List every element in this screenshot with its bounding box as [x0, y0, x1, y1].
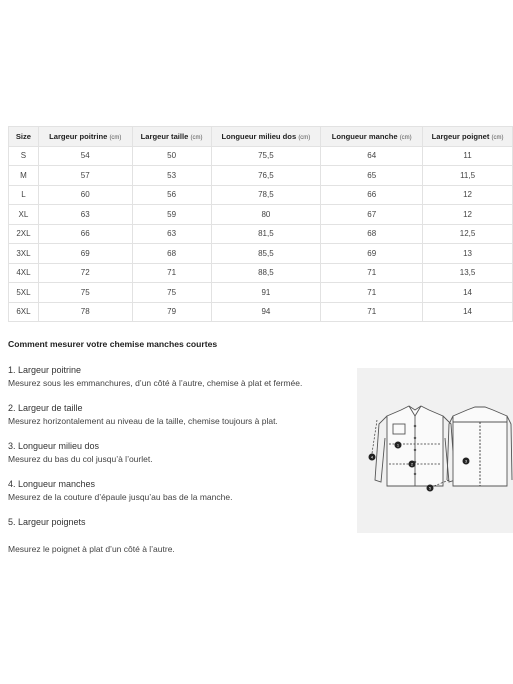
cell-size: 4XL: [9, 263, 39, 283]
guide-item-desc: Mesurez de la couture d’épaule jusqu’au bas de la manche.: [8, 491, 233, 502]
table-row: [9, 146, 513, 166]
cell-chest: 78: [38, 302, 132, 322]
guide-item-title: 3. Longueur milieu dos: [8, 441, 100, 451]
cell-sleeve: 71: [321, 302, 423, 322]
cell-cuff: 13,5: [423, 263, 513, 283]
cell-sleeve: 64: [321, 146, 423, 166]
guide-item-back-length: [8, 440, 368, 465]
cell-back: 75,5: [211, 146, 321, 166]
cell-sleeve: 68: [321, 224, 423, 244]
cell-sleeve: 71: [321, 283, 423, 303]
guide-item-waist: [8, 402, 368, 427]
marker-2-label: 2: [410, 461, 414, 467]
cell-cuff: 12: [423, 185, 513, 205]
cell-waist: 68: [132, 244, 211, 264]
marker-3-label: 3: [464, 458, 468, 464]
cell-size: 2XL: [9, 224, 39, 244]
cell-waist: 63: [132, 224, 211, 244]
guide-item-desc: Mesurez sous les emmanchures, d’un côté à l’autre, chemise à plat et fermée.: [8, 377, 303, 388]
cell-size: M: [9, 166, 39, 186]
header-size: Size: [9, 127, 39, 147]
cell-waist: 53: [132, 166, 211, 186]
cell-cuff: 11: [423, 146, 513, 166]
cell-back: 91: [211, 283, 321, 303]
header-chest-width: Largeur poitrine (cm): [38, 127, 132, 147]
guide-item-desc: Mesurez le poignet à plat d’un côté à l’autre.: [8, 543, 175, 554]
table-row: [9, 224, 513, 244]
cell-cuff: 12,5: [423, 224, 513, 244]
cell-back: 80: [211, 205, 321, 225]
marker-5-label: 5: [428, 485, 432, 491]
guide-item-chest: [8, 364, 368, 389]
cell-back: 76,5: [211, 166, 321, 186]
cell-back: 85,5: [211, 244, 321, 264]
cell-size: L: [9, 185, 39, 205]
cell-sleeve: 65: [321, 166, 423, 186]
shirt-measurement-diagram: [357, 368, 513, 533]
table-row: [9, 302, 513, 322]
cell-sleeve: 71: [321, 263, 423, 283]
shirt-back: [447, 407, 512, 486]
cell-cuff: 12: [423, 205, 513, 225]
guide-item-cuff: [8, 516, 368, 555]
table-header-row: [9, 127, 513, 147]
cell-back: 94: [211, 302, 321, 322]
cell-waist: 71: [132, 263, 211, 283]
table-row: [9, 185, 513, 205]
guide-item-title: 4. Longueur manches: [8, 479, 96, 489]
cell-waist: 79: [132, 302, 211, 322]
cell-cuff: 11,5: [423, 166, 513, 186]
cell-waist: 56: [132, 185, 211, 205]
size-table: [8, 126, 513, 322]
shirt-front: [375, 406, 455, 486]
cell-size: S: [9, 146, 39, 166]
guide-item-desc: Mesurez horizontalement au niveau de la taille, chemise toujours à plat.: [8, 415, 278, 426]
cell-waist: 59: [132, 205, 211, 225]
cell-chest: 57: [38, 166, 132, 186]
cell-sleeve: 67: [321, 205, 423, 225]
cell-chest: 66: [38, 224, 132, 244]
cell-sleeve: 66: [321, 185, 423, 205]
table-row: [9, 205, 513, 225]
cell-cuff: 14: [423, 283, 513, 303]
marker-1-label: 1: [396, 442, 400, 448]
guide-item-title: 5. Largeur poignets: [8, 517, 86, 527]
cell-sleeve: 69: [321, 244, 423, 264]
guide-item-title: 1. Largeur poitrine: [8, 365, 82, 375]
table-row: [9, 244, 513, 264]
cell-waist: 50: [132, 146, 211, 166]
cell-chest: 69: [38, 244, 132, 264]
cell-chest: 54: [38, 146, 132, 166]
table-row: [9, 166, 513, 186]
measuring-guide: [8, 339, 368, 568]
cell-back: 81,5: [211, 224, 321, 244]
cell-chest: 75: [38, 283, 132, 303]
guide-item-title: 2. Largeur de taille: [8, 403, 83, 413]
guide-item-sleeve: [8, 478, 368, 503]
cell-size: 3XL: [9, 244, 39, 264]
cell-chest: 63: [38, 205, 132, 225]
cell-size: XL: [9, 205, 39, 225]
header-waist-width: Largeur taille (cm): [132, 127, 211, 147]
guide-title: Comment mesurer votre chemise manches courtes: [8, 339, 218, 349]
cell-waist: 75: [132, 283, 211, 303]
header-back-length: Longueur milieu dos (cm): [211, 127, 321, 147]
cell-chest: 60: [38, 185, 132, 205]
cell-back: 88,5: [211, 263, 321, 283]
cell-cuff: 13: [423, 244, 513, 264]
cell-cuff: 14: [423, 302, 513, 322]
guide-item-desc: Mesurez du bas du col jusqu’à l’ourlet.: [8, 453, 153, 464]
table-row: [9, 263, 513, 283]
marker-4-label: 4: [370, 454, 374, 460]
cell-size: 6XL: [9, 302, 39, 322]
header-cuff-width: Largeur poignet (cm): [423, 127, 513, 147]
cell-back: 78,5: [211, 185, 321, 205]
cell-size: 5XL: [9, 283, 39, 303]
shirt-diagram-svg: [357, 368, 513, 533]
table-row: [9, 283, 513, 303]
header-sleeve-length: Longueur manche (cm): [321, 127, 423, 147]
cell-chest: 72: [38, 263, 132, 283]
